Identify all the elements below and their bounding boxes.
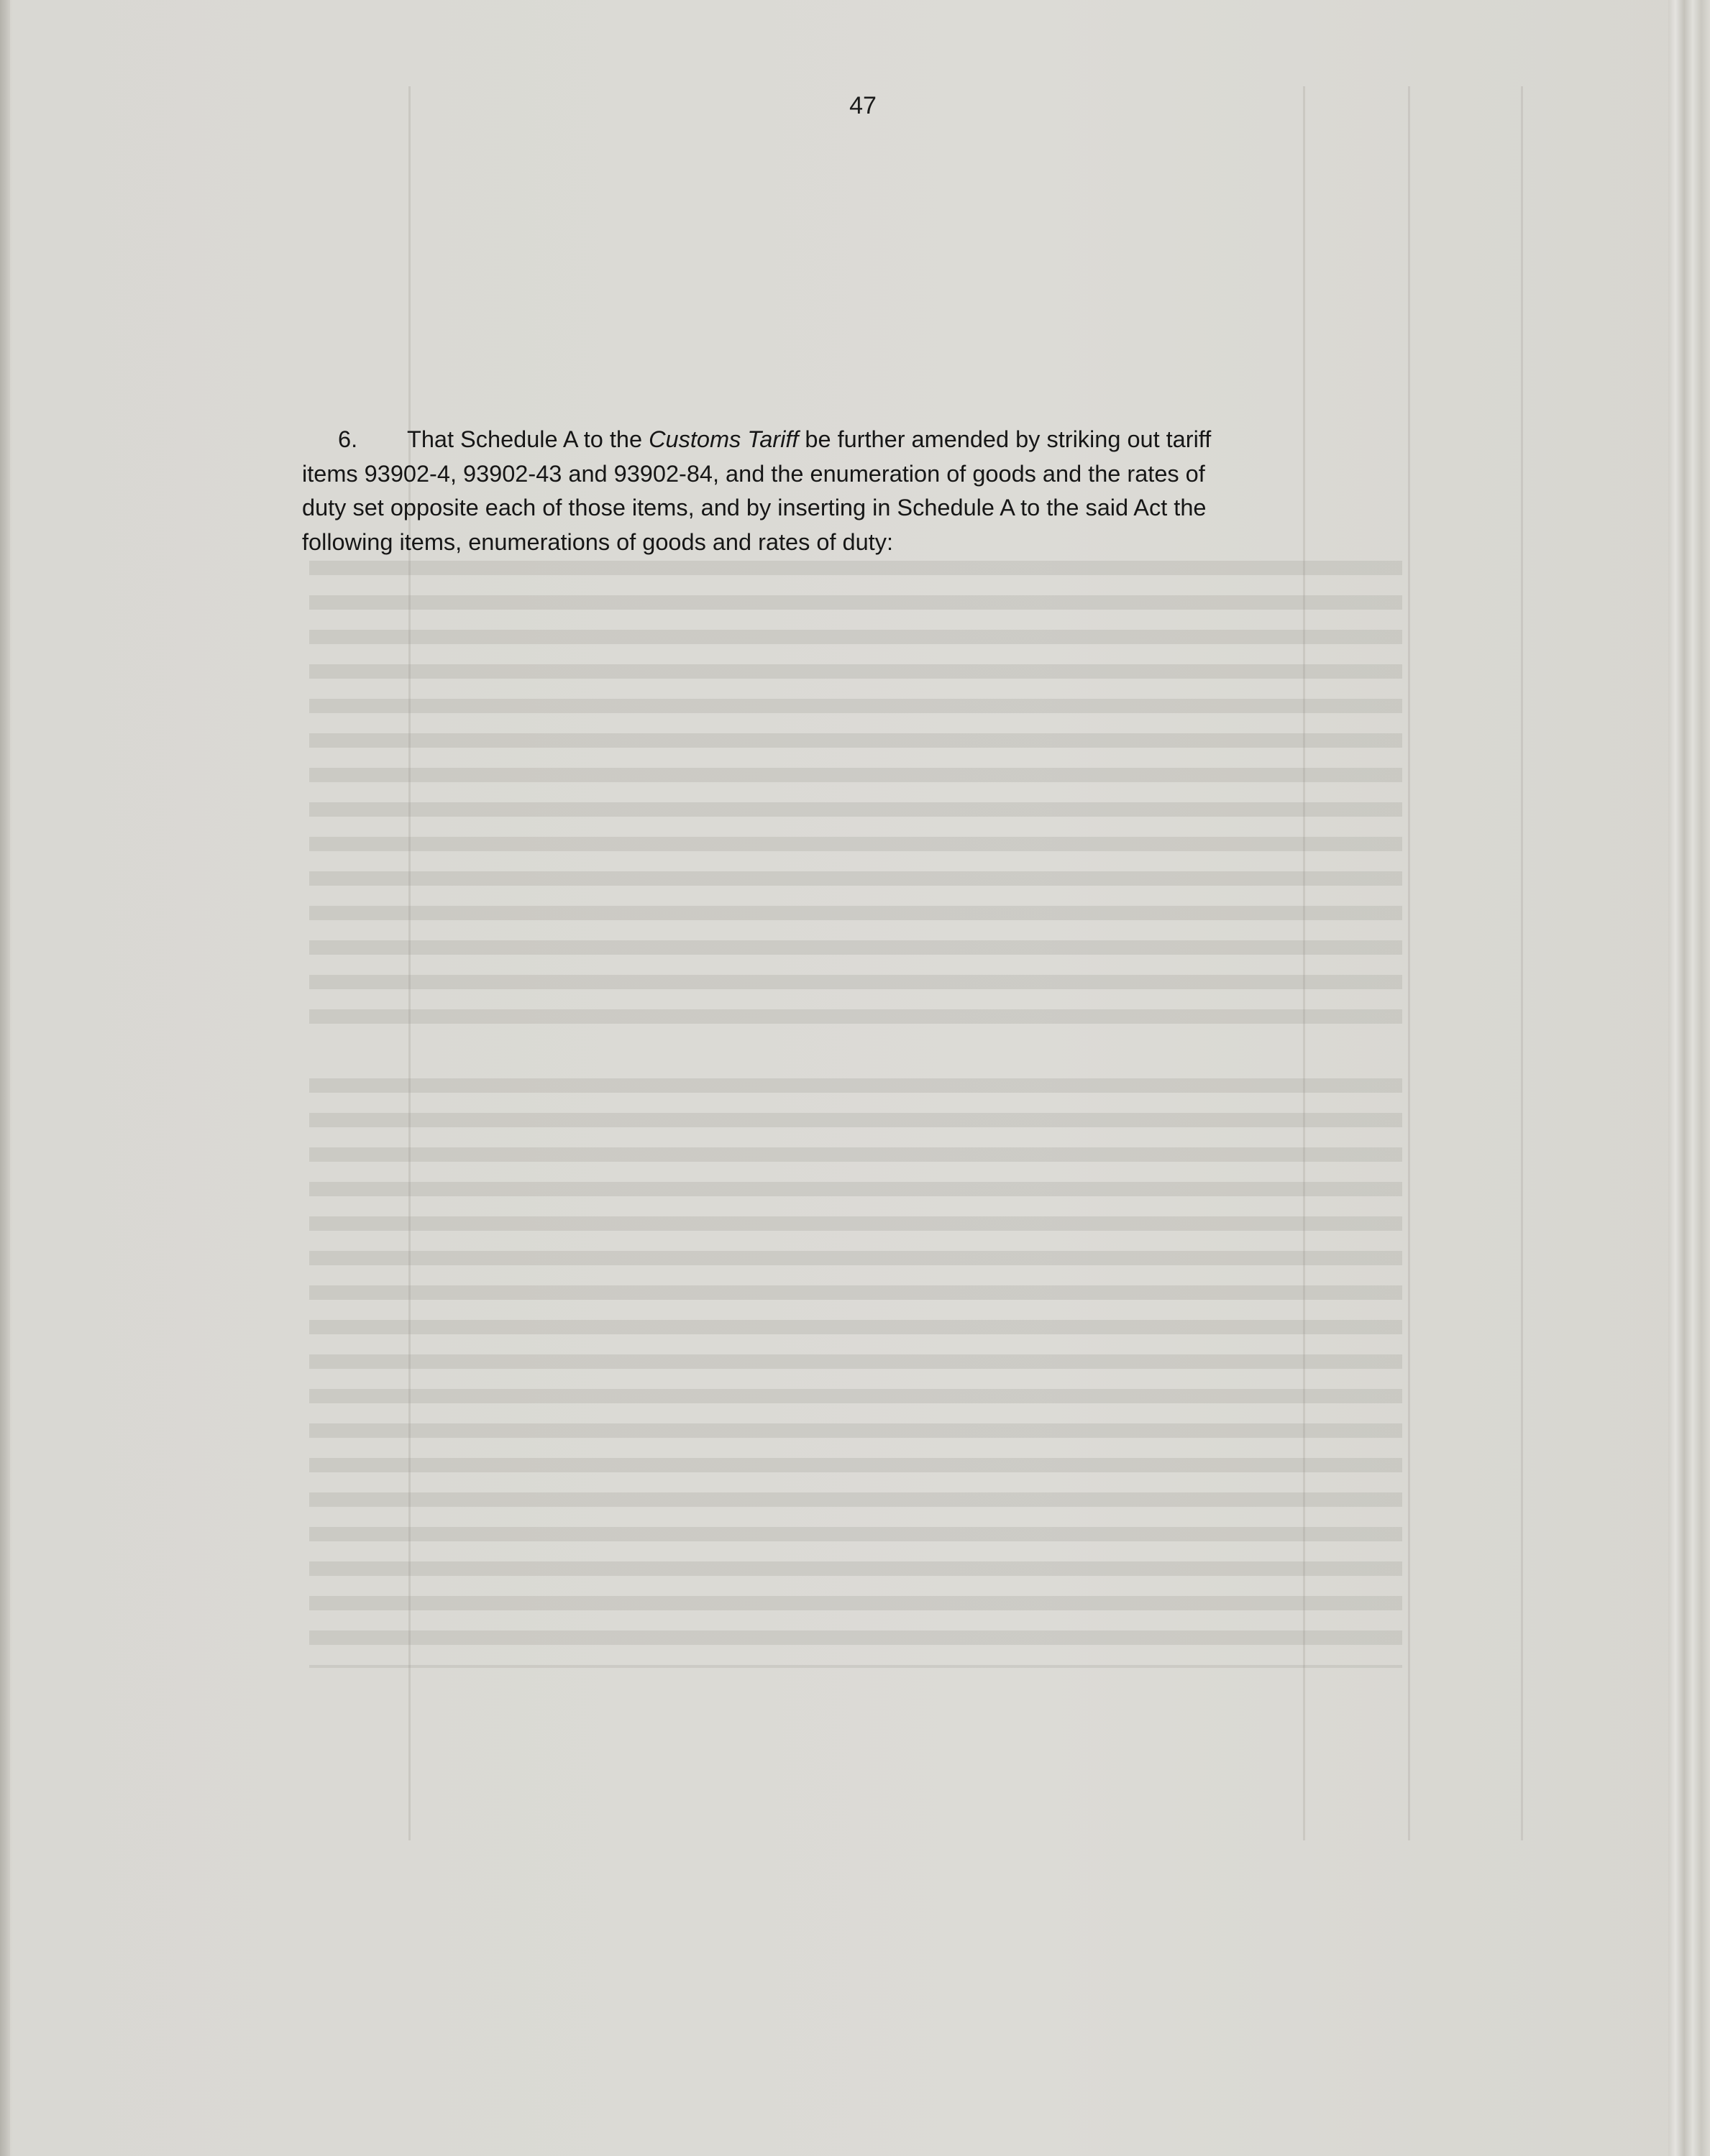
bleed-through-text xyxy=(309,561,1402,1035)
bleed-through-text xyxy=(309,1078,1402,1668)
page-binding-edge xyxy=(1668,0,1710,2156)
paragraph-6 xyxy=(302,423,1409,559)
paragraph-line: following items, enumerations of goods and rates of duty: xyxy=(302,528,893,555)
paragraph-number: 6. xyxy=(338,426,358,452)
page-left-edge xyxy=(0,0,10,2156)
paragraph-line: duty set opposite each of those items, and by inserting in Schedule A to the said Act the xyxy=(302,495,1207,520)
bleed-through-rule xyxy=(1521,86,1523,1840)
act-title: Customs Tariff xyxy=(649,426,799,452)
paragraph-text: be further amended by striking out tariff xyxy=(798,426,1212,452)
paragraph-line: items 93902-4, 93902-43 and 93902-84, and the enumeration of goods and the rates of xyxy=(302,460,1205,487)
bleed-through-rule xyxy=(1408,86,1410,1840)
page-number: 47 xyxy=(849,92,877,119)
paragraph-line xyxy=(302,423,1409,457)
paragraph-text: That Schedule A to the xyxy=(407,426,649,452)
